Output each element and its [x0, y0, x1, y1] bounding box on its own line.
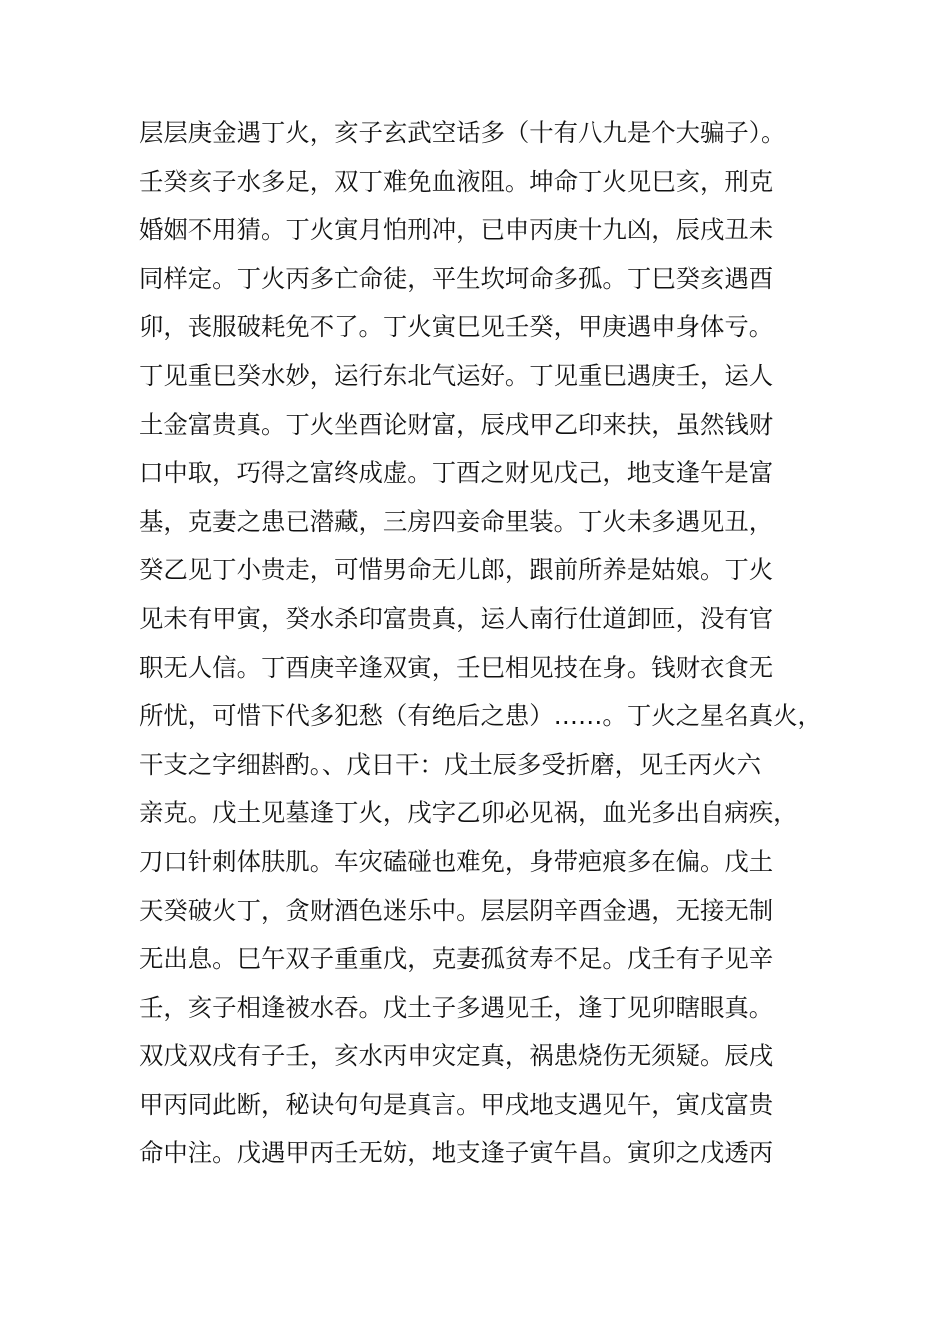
text-line: 同样定。丁火丙多亡命徒，平生坎坷命多孤。丁巳癸亥遇酉	[139, 263, 774, 293]
text-line: 职无人信。丁酉庚辛逢双寅，壬巳相见技在身。钱财衣食无	[139, 652, 774, 682]
text-line: 见未有甲寅，癸水杀印富贵真，运人南行仕道卸匝，没有官	[139, 603, 774, 633]
text-line: 层层庚金遇丁火，亥子玄武空话多（十有八九是个大骗子）。	[139, 118, 786, 147]
text-line: 干支之字细斟酌。、戊日干：戊土辰多受折磨，见壬丙火六	[139, 749, 761, 779]
text-line: 基，克妻之患已潜藏，三房四妾命里装。丁火未多遇见丑，	[139, 506, 774, 536]
text-line: 无出息。巳午双子重重戊，克妻孤贫寿不足。戊壬有子见辛	[139, 944, 774, 974]
body-text	[139, 113, 839, 1182]
text-line: 丁见重巳癸水妙，运行东北气运好。丁见重巳遇庚壬，运人	[139, 360, 774, 390]
text-line: 癸乙见丁小贵走，可惜男命无儿郎，跟前所养是姑娘。丁火	[139, 555, 774, 585]
text-line: 命中注。戊遇甲丙壬无妨，地支逢子寅午昌。寅卯之戊透丙	[139, 1138, 774, 1168]
text-line: 卯，丧服破耗免不了。丁火寅巳见壬癸，甲庚遇申身体亏。	[139, 312, 774, 342]
text-line: 天癸破火丁，贪财酒色迷乐中。层层阴辛酉金遇，无接无制	[139, 895, 774, 925]
text-line: 所忧，可惜下代多犯愁（有绝后之患）……。丁火之星名真火，	[139, 701, 822, 731]
text-line: 壬癸亥子水多足，双丁难免血液阻。坤命丁火见巳亥，刑克	[139, 166, 774, 196]
text-line: 壬，亥子相逢被水吞。戊土子多遇见壬，逢丁见卯瞎眼真。	[139, 992, 774, 1022]
text-line: 婚姻不用猜。丁火寅月怕刑冲，已申丙庚十九凶，辰戌丑未	[139, 215, 774, 245]
text-line: 双戊双戌有子壬，亥水丙申灾定真，祸患烧伤无须疑。辰戌	[139, 1041, 774, 1071]
text-line: 土金富贵真。丁火坐酉论财富，辰戌甲乙印来扶，虽然钱财	[139, 409, 774, 439]
text-line: 甲丙同此断，秘诀句句是真言。甲戌地支遇见午，寅戊富贵	[139, 1089, 774, 1119]
text-line: 刀口针刺体肤肌。车灾磕碰也难免，身带疤痕多在偏。戊土	[139, 846, 774, 876]
text-line: 亲克。戊土见墓逢丁火，戌字乙卯必见祸，血光多出自病疾，	[139, 798, 798, 828]
text-line: 口中取，巧得之富终成虚。丁酉之财见戊己，地支逢午是富	[139, 458, 774, 488]
